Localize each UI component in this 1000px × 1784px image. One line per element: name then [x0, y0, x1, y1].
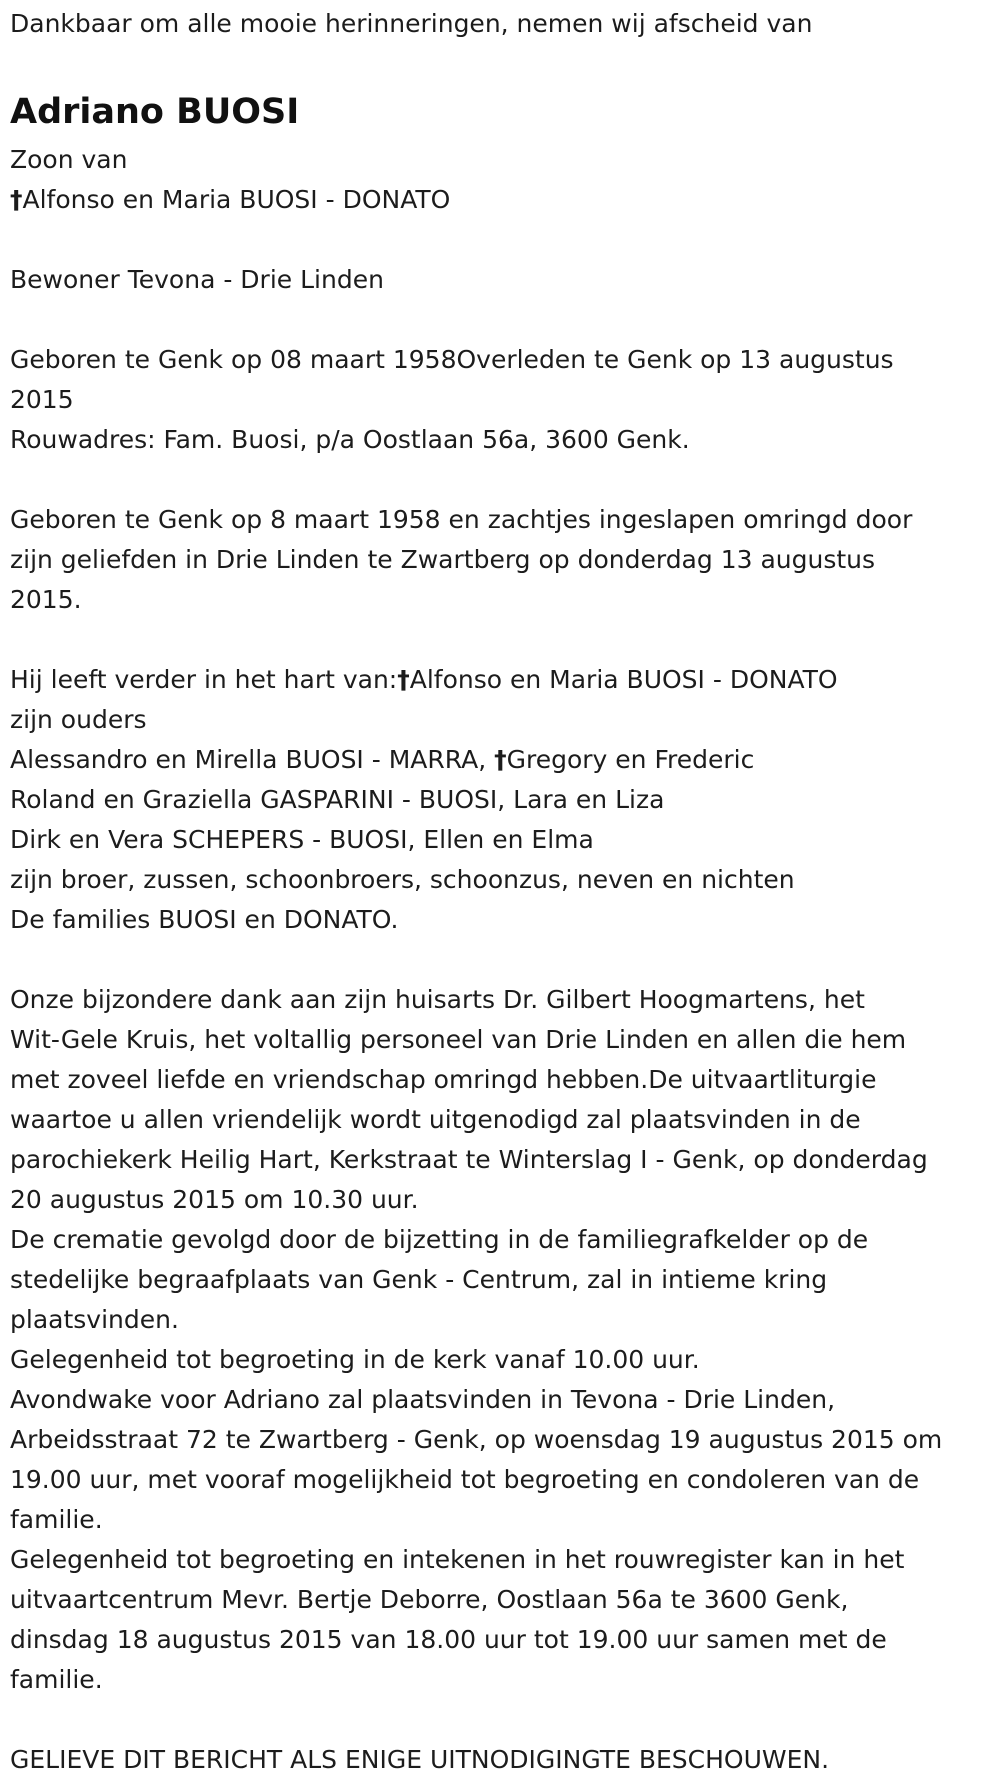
thanks-line: Gelegenheid tot begroeting in de kerk vanaf 10.00 uur.	[10, 1345, 700, 1374]
born-text-line: 2015.	[10, 585, 82, 614]
thanks-line: waartoe u allen vriendelijk wordt uitgenodigd zal plaatsvinden in de	[10, 1105, 861, 1134]
thanks-line: dinsdag 18 augustus 2015 van 18.00 uur tot 19.00 uur samen met de	[10, 1625, 887, 1654]
survivors-parents: Alfonso en Maria BUOSI - DONATO	[409, 665, 838, 694]
cross-icon: †	[397, 665, 410, 694]
thanks-line: Arbeidsstraat 72 te Zwartberg - Genk, op woensdag 19 augustus 2015 om	[10, 1425, 943, 1454]
siblings-role: zijn broer, zussen, schoonbroers, schoonzus, neven en nichten	[10, 865, 795, 894]
survivors-intro: Hij leeft verder in het hart van:	[10, 665, 398, 694]
sibling-names: Alessandro en Mirella BUOSI - MARRA,	[10, 745, 495, 774]
thanks-line: Onze bijzondere dank aan zijn huisarts Dr. Gilbert Hoogmartens, het	[10, 985, 865, 1014]
parents-line	[10, 180, 1000, 220]
thanks-line: uitvaartcentrum Mevr. Bertje Deborre, Oostlaan 56a te 3600 Genk,	[10, 1585, 849, 1614]
thanks-line: familie.	[10, 1665, 103, 1694]
thanks-line: stedelijke begraafplaats van Genk - Centrum, zal in intieme kring	[10, 1265, 828, 1294]
spacer	[10, 1700, 1000, 1740]
resident-text: Bewoner Tevona - Drie Linden	[10, 265, 384, 294]
cross-icon: †	[10, 185, 23, 214]
sibling-children: Gregory en Frederic	[506, 745, 755, 774]
thanks-line: parochiekerk Heilig Hart, Kerkstraat te Winterslag I - Genk, op donderdag	[10, 1145, 928, 1174]
thanks-line: met zoveel liefde en vriendschap omringd hebben.De uitvaartliturgie	[10, 1065, 877, 1094]
born-text-line: zijn geliefden in Drie Linden te Zwartberg op donderdag 13 augustus	[10, 545, 876, 574]
thanks-line: 20 augustus 2015 om 10.30 uur.	[10, 1185, 419, 1214]
thanks-line: De crematie gevolgd door de bijzetting in de familiegrafkelder op de	[10, 1225, 869, 1254]
thanks-line: Wit-Gele Kruis, het voltallig personeel van Drie Linden en allen die hem	[10, 1025, 907, 1054]
born-died-line: Geboren te Genk op 08 maart 1958Overleden te Genk op 13 augustus	[10, 345, 894, 374]
spacer	[10, 44, 1000, 84]
sibling-line	[10, 740, 1000, 780]
sibling-line: Roland en Graziella GASPARINI - BUOSI, Lara en Liza	[10, 785, 665, 814]
thanks-line: Gelegenheid tot begroeting en intekenen in het rouwregister kan in het	[10, 1545, 905, 1574]
spacer	[10, 940, 1000, 980]
born-died-line: 2015	[10, 385, 74, 414]
thanks-line: 19.00 uur, met vooraf mogelijkheid tot begroeting en condoleren van de	[10, 1465, 920, 1494]
parents-role: zijn ouders	[10, 705, 147, 734]
spacer	[10, 300, 1000, 340]
sibling-line: Dirk en Vera SCHEPERS - BUOSI, Ellen en Elma	[10, 825, 594, 854]
thanks-line: familie.	[10, 1505, 103, 1534]
deceased-name: Adriano BUOSI	[10, 92, 300, 132]
parents-names: Alfonso en Maria BUOSI - DONATO	[22, 185, 451, 214]
spacer	[10, 620, 1000, 660]
thanks-line: Avondwake voor Adriano zal plaatsvinden in Tevona - Drie Linden,	[10, 1385, 836, 1414]
spacer	[10, 220, 1000, 260]
mourning-address: Rouwadres: Fam. Buosi, p/a Oostlaan 56a, 3600 Genk.	[10, 425, 690, 454]
born-text-line: Geboren te Genk op 8 maart 1958 en zachtjes ingeslapen omringd door	[10, 505, 913, 534]
thanks-line: plaatsvinden.	[10, 1305, 179, 1334]
spacer	[10, 460, 1000, 500]
survivors-intro-line	[10, 660, 1000, 700]
families-line: De families BUOSI en DONATO.	[10, 905, 399, 934]
intro-text: Dankbaar om alle mooie herinneringen, nemen wij afscheid van	[10, 9, 813, 38]
closing-text: GELIEVE DIT BERICHT ALS ENIGE UITNODIGINGTE BESCHOUWEN.	[10, 1745, 830, 1774]
cross-icon: †	[494, 745, 507, 774]
son-of-label: Zoon van	[10, 145, 128, 174]
